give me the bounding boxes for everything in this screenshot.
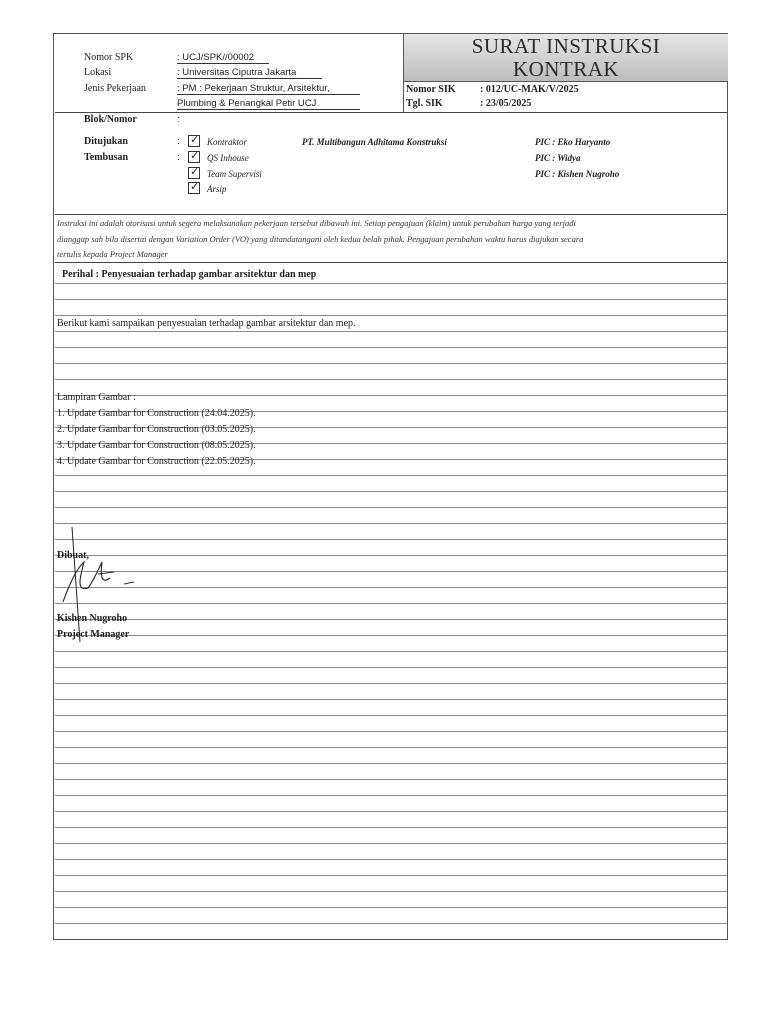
recipients-divider (55, 214, 727, 215)
ruled-line (55, 507, 727, 508)
ditujukan-colon: : (177, 136, 180, 147)
ruled-line (55, 523, 727, 524)
recipient-team-supervisi: Team Supervisi (207, 169, 262, 179)
recipient-kontraktor: Kontraktor (207, 137, 248, 147)
instruction-line-3: tertulis kepada Project Manager (57, 249, 168, 259)
recipient-qs-inhouse: QS Inhouse (207, 153, 249, 163)
sik-number-value: : 012/UC-MAK/V/2025 (480, 84, 579, 95)
ruled-line (55, 827, 727, 828)
ruled-line (55, 619, 727, 620)
ruled-line (55, 779, 727, 780)
ruled-line (55, 587, 727, 588)
signatory-name: Kishen Nugroho (57, 613, 128, 624)
document-title-line1: SURAT INSTRUKSI (471, 34, 661, 58)
lampiran-item-1: 1. Update Gambar for Construction (24.04.2025). (57, 408, 256, 419)
ruled-line (55, 555, 727, 556)
pic-3: PIC : Kishen Nugroho (535, 169, 620, 179)
ruled-line (55, 763, 727, 764)
checkbox-arsip[interactable] (188, 182, 200, 194)
instruction-divider (55, 262, 727, 263)
field-value-blok-nomor: : (177, 114, 180, 125)
ruled-line (55, 539, 727, 540)
ruled-line (55, 347, 727, 348)
document-frame (53, 33, 728, 940)
ruled-line (55, 667, 727, 668)
ruled-line (55, 283, 727, 284)
checkbox-kontraktor[interactable] (188, 135, 200, 147)
header-divider-right (403, 112, 727, 113)
ruled-line (55, 795, 727, 796)
contractor-company: PT. Multibangun Adhitama Konstruksi (302, 137, 447, 147)
ruled-line (55, 747, 727, 748)
dibuat-label: Dibuat, (57, 550, 89, 561)
title-box (403, 34, 728, 82)
lampiran-heading: Lampiran Gambar : (57, 392, 136, 403)
field-label-nomor-spk: Nomor SPK (84, 52, 134, 63)
field-value-lokasi: : Universitas Ciputra Jakarta (177, 67, 322, 79)
ruled-line (55, 715, 727, 716)
header-vertical-divider (403, 34, 404, 112)
field-value-nomor-spk: : UCJ/SPK//00002 (177, 52, 269, 64)
ruled-line (55, 315, 727, 316)
recipient-arsip: Arsip (207, 184, 227, 194)
ruled-line (55, 683, 727, 684)
ruled-line (55, 843, 727, 844)
lampiran-item-2: 2. Update Gambar for Construction (03.05.2025). (57, 424, 256, 435)
lampiran-item-4: 4. Update Gambar for Construction (22.05.2025). (57, 456, 256, 467)
pic-2: PIC : Widya (535, 153, 581, 163)
instruction-line-1: Instruksi ini adalah otorisasi untuk segera melaksanakan pekerjaan tersebut dibawah ini. Setiap pengajuan (klaim) untuk perubahan harga yang terjadi (57, 218, 576, 228)
field-label-blok-nomor: Blok/Nomor (84, 114, 137, 125)
ruled-line (55, 635, 727, 636)
sik-date-label: Tgl. SIK (406, 98, 443, 109)
ruled-line (55, 859, 727, 860)
ruled-line (55, 923, 727, 924)
ruled-line (55, 475, 727, 476)
ruled-line (55, 491, 727, 492)
lampiran-item-3: 3. Update Gambar for Construction (08.05.2025). (57, 440, 256, 451)
ruled-line (55, 907, 727, 908)
pic-1: PIC : Eko Haryanto (535, 137, 611, 147)
ruled-line (55, 891, 727, 892)
body-text: Berikut kami sampaikan penyesuaian terhadap gambar arsitektur dan mep. (57, 318, 356, 329)
ruled-line (55, 875, 727, 876)
ruled-line (55, 395, 727, 396)
sik-number-label: Nomor SIK (406, 84, 456, 95)
tembusan-label: Tembusan (84, 152, 129, 163)
ruled-line (55, 379, 727, 380)
ruled-line (55, 363, 727, 364)
signatory-role: Project Manager (57, 629, 130, 640)
ruled-line (55, 299, 727, 300)
field-label-lokasi: Lokasi (84, 67, 112, 78)
instruction-line-2: dianggap sah bila disertai dengan Variation Order (VO) yang ditandatangani oleh kedua belah pihak. Pengajuan perubahan waktu harus diajukan secara (57, 234, 584, 244)
ruled-line (55, 331, 727, 332)
field-value-jenis-pekerjaan-cont: Plumbing & Penangkal Petir UCJ (177, 98, 360, 110)
ruled-line (55, 699, 727, 700)
checkbox-team-supervisi[interactable] (188, 167, 200, 179)
ruled-line (55, 651, 727, 652)
ruled-line (55, 731, 727, 732)
sik-date-value: : 23/05/2025 (480, 98, 532, 109)
tembusan-colon: : (177, 152, 180, 163)
ruled-line (55, 603, 727, 604)
ditujukan-label: Ditujukan (84, 136, 128, 147)
header-divider-left (55, 112, 405, 113)
document-title-line2: KONTRAK (512, 57, 620, 81)
field-value-jenis-pekerjaan: : PM : Pekerjaan Struktur, Arsitektur, (177, 83, 360, 95)
perihal: Perihal : Penyesuaian terhadap gambar arsitektur dan mep (62, 269, 317, 280)
ruled-line (55, 811, 727, 812)
ruled-line (55, 571, 727, 572)
checkbox-qs-inhouse[interactable] (188, 151, 200, 163)
field-label-jenis-pekerjaan: Jenis Pekerjaan (84, 83, 146, 94)
